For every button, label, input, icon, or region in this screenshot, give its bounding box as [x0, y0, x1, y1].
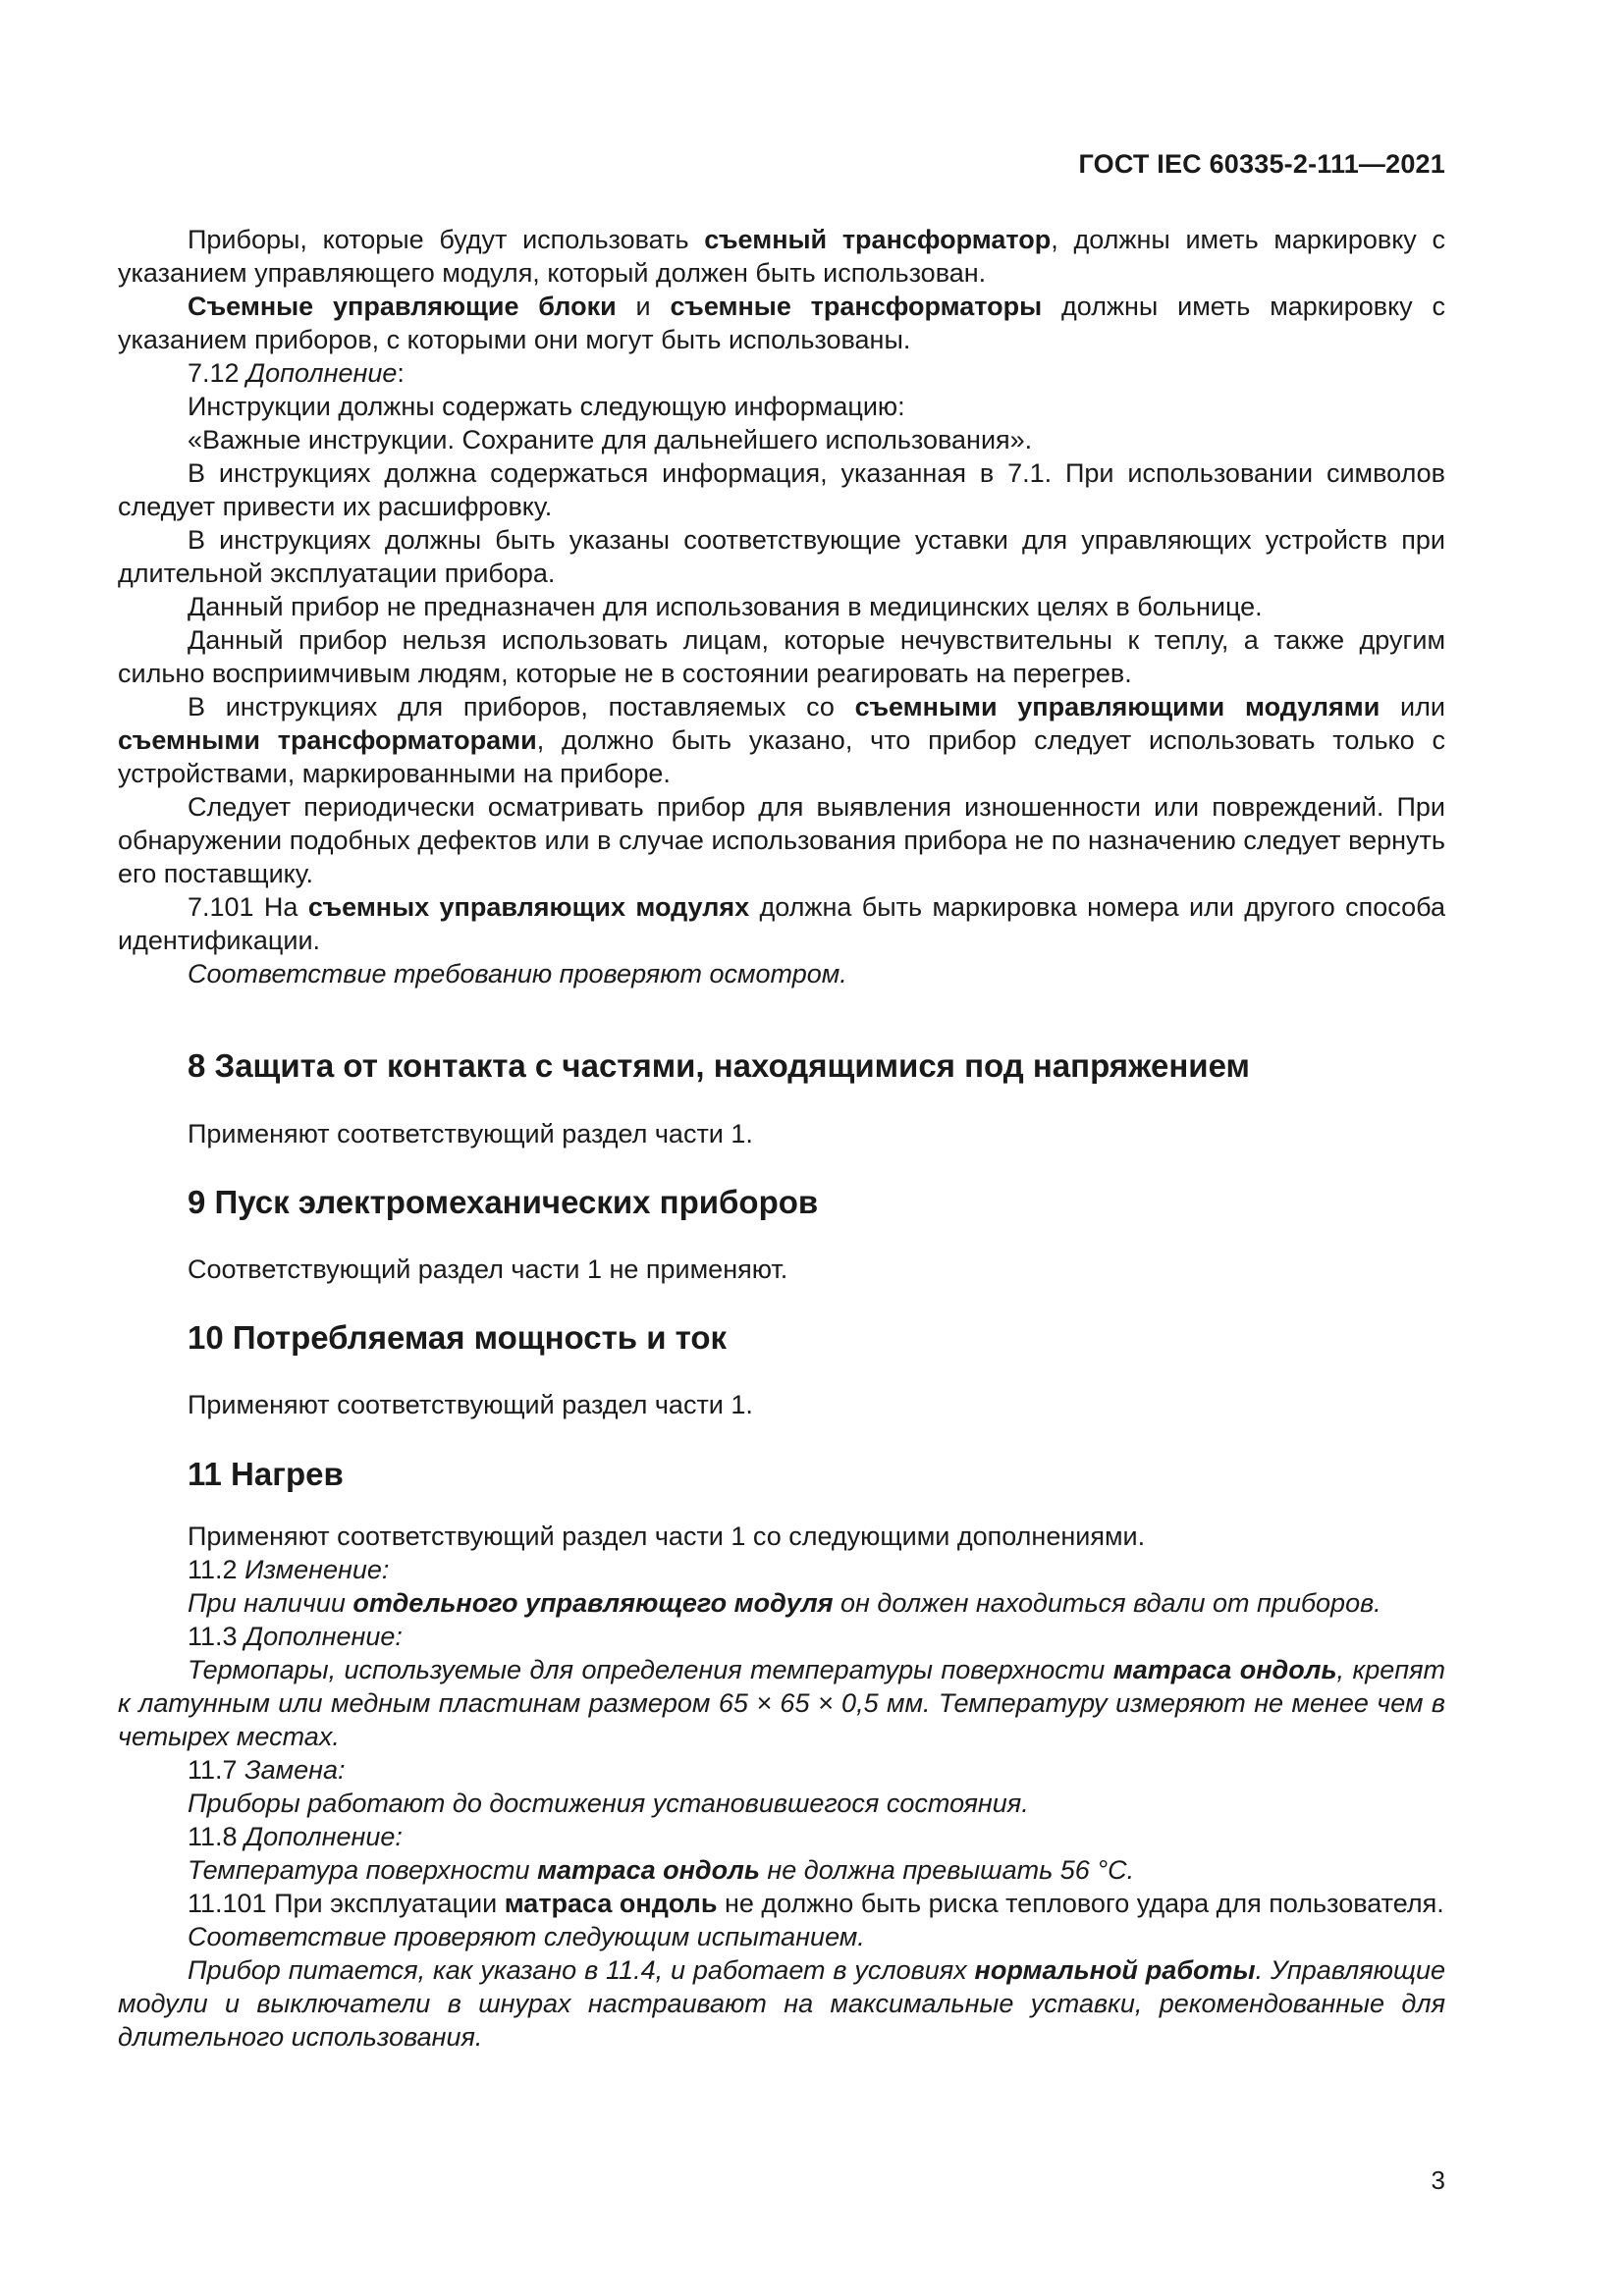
paragraph — [118, 1753, 1445, 1787]
text-run: , должно быть указано, что прибор следует использовать только с устройствами, маркированными на приборе. — [118, 725, 1445, 788]
paragraph — [118, 456, 1445, 523]
text-run: Применяют соответствующий раздел части 1 со следующими дополнениями. — [188, 1522, 1146, 1551]
text-run: Данный прибор не предназначен для использования в медицинских целях в больнице. — [188, 592, 1263, 621]
text-run: съемными управляющими модулями — [854, 692, 1380, 721]
text-run: . Управляющие модули и выключатели в шнурах настраивают на максимальные уставки, рекомендованные для длительного использования. — [118, 1955, 1445, 2052]
section-8-body — [118, 1117, 1445, 1150]
text-run: 7.101 На — [188, 892, 308, 922]
section-8-heading: 8 Защита от контакта с частями, находящимися под напряжением — [188, 1047, 1250, 1084]
text-run: Приборы работают до достижения установившегося состояния. — [188, 1789, 1029, 1818]
text-run: Изменение: — [244, 1555, 390, 1584]
section-9-heading: 9 Пуск электромеханических приборов — [188, 1184, 819, 1220]
page-number: 3 — [1431, 2165, 1445, 2195]
paragraph — [118, 1653, 1445, 1753]
paragraph — [118, 1620, 1445, 1653]
section-10-text: Применяют соответствующий раздел части 1. — [188, 1390, 753, 1419]
section-11-heading: 11 Нагрев — [188, 1456, 344, 1492]
text-run: отдельного управляющего модуля — [352, 1588, 834, 1618]
text-run: и — [616, 292, 671, 321]
text-run: не должно быть риска теплового удара для пользователя. — [717, 1889, 1444, 1918]
section-10-heading: 10 Потребляемая мощность и ток — [188, 1319, 728, 1356]
text-run: , крепят к латунным или медным пластинам размером 65 × 65 × 0,5 мм. Температуру измеряют не менее чем в четырех местах. — [118, 1655, 1445, 1751]
paragraph — [118, 1520, 1445, 1553]
paragraph — [118, 690, 1445, 790]
text-run: Приборы, которые будут использовать — [188, 225, 705, 254]
text-run: матраса ондоль — [1112, 1655, 1337, 1684]
text-run: или — [1380, 692, 1445, 721]
text-run: : — [397, 358, 405, 388]
paragraph — [118, 1586, 1445, 1620]
section-10-body — [118, 1388, 1445, 1421]
paragraph — [118, 1820, 1445, 1853]
paragraph — [118, 290, 1445, 356]
section-11-body — [118, 1520, 1445, 2054]
paragraph — [118, 1853, 1445, 1887]
paragraph — [118, 1920, 1445, 1953]
section-9-body — [118, 1253, 1445, 1286]
text-run: должны иметь маркировку с указанием приборов, с которыми они могут быть использованы. — [118, 292, 1446, 354]
paragraph — [118, 623, 1445, 690]
paragraph — [118, 790, 1445, 890]
text-run: съемных управляющих модулях — [307, 892, 750, 922]
text-run: Соответствие требованию проверяют осмотром. — [188, 959, 847, 988]
text-run: , должны иметь маркировку с указанием управляющего модуля, который должен быть использован. — [118, 225, 1445, 288]
text-run: не должна превышать 56 °С. — [759, 1855, 1135, 1885]
text-run: должна быть маркировка номера или другого способа идентификации. — [118, 892, 1445, 955]
text-run: Инструкции должны содержать следующую информацию: — [188, 392, 905, 421]
text-run: 11.7 — [188, 1755, 245, 1785]
paragraph — [118, 1553, 1445, 1586]
text-run: Следует периодически осматривать прибор для выявления изношенности или повреждений. При обнаружении подобных дефектов или в случае использования прибора не по назначению следует вернуть его поставщику. — [118, 792, 1445, 888]
document-header-id: ГОСТ IEC 60335-2-111—2021 — [1078, 149, 1445, 179]
text-run: Температура поверхности — [188, 1855, 538, 1885]
text-run: 11.8 — [188, 1822, 245, 1851]
text-run: 7.12 — [188, 358, 247, 388]
text-run: 11.3 — [188, 1622, 245, 1651]
text-run: Замена: — [244, 1755, 346, 1785]
text-run: съемными трансформаторами — [118, 725, 537, 755]
text-run: Дополнение: — [244, 1622, 403, 1651]
text-run: Термопары, используемые для определения температуры поверхности — [188, 1655, 1113, 1684]
text-run: При наличии — [188, 1588, 353, 1618]
paragraph — [118, 1953, 1445, 2054]
text-run: съемные трансформаторы — [670, 292, 1043, 321]
paragraph — [118, 957, 1445, 990]
paragraph — [118, 223, 1445, 290]
text-run: он должен находиться вдали от приборов. — [833, 1588, 1381, 1618]
text-run: съемный трансформатор — [704, 225, 1052, 254]
paragraph — [118, 390, 1445, 423]
paragraph — [118, 1887, 1445, 1920]
text-run: Прибор питается, как указано в 11.4, и работает в условиях — [188, 1955, 975, 1985]
paragraph — [118, 423, 1445, 456]
paragraph — [118, 1787, 1445, 1820]
text-run: «Важные инструкции. Сохраните для дальнейшего использования». — [188, 425, 1033, 454]
text-run: 11.2 — [188, 1555, 245, 1584]
text-run: 11.101 При эксплуатации — [188, 1889, 505, 1918]
paragraph — [118, 890, 1445, 957]
text-run: матраса ондоль — [537, 1855, 760, 1885]
text-run: В инструкциях для приборов, поставляемых со — [188, 692, 855, 721]
section-7-continuation — [118, 223, 1445, 990]
paragraph — [118, 523, 1445, 590]
paragraph — [118, 356, 1445, 390]
text-run: Съемные управляющие блоки — [188, 292, 617, 321]
paragraph — [118, 590, 1445, 623]
section-8-text: Применяют соответствующий раздел части 1. — [188, 1119, 753, 1148]
text-run: Дополнение — [246, 358, 398, 388]
text-run: Соответствие проверяют следующим испытанием. — [188, 1922, 865, 1951]
section-9-text: Соответствующий раздел части 1 не применяют. — [188, 1255, 788, 1284]
text-run: В инструкциях должна содержаться информация, указанная в 7.1. При использовании символов следует привести их расшифровку. — [118, 458, 1445, 521]
text-run: матраса ондоль — [504, 1889, 718, 1918]
text-run: Дополнение: — [244, 1822, 403, 1851]
text-run: Данный прибор нельзя использовать лицам, которые нечувствительны к теплу, а также другим сильно восприимчивым людям, которые не в состоянии реагировать на перегрев. — [118, 625, 1445, 688]
text-run: В инструкциях должны быть указаны соответствующие уставки для управляющих устройств при длительной эксплуатации прибора. — [118, 525, 1445, 588]
text-run: нормальной работы — [974, 1955, 1256, 1985]
